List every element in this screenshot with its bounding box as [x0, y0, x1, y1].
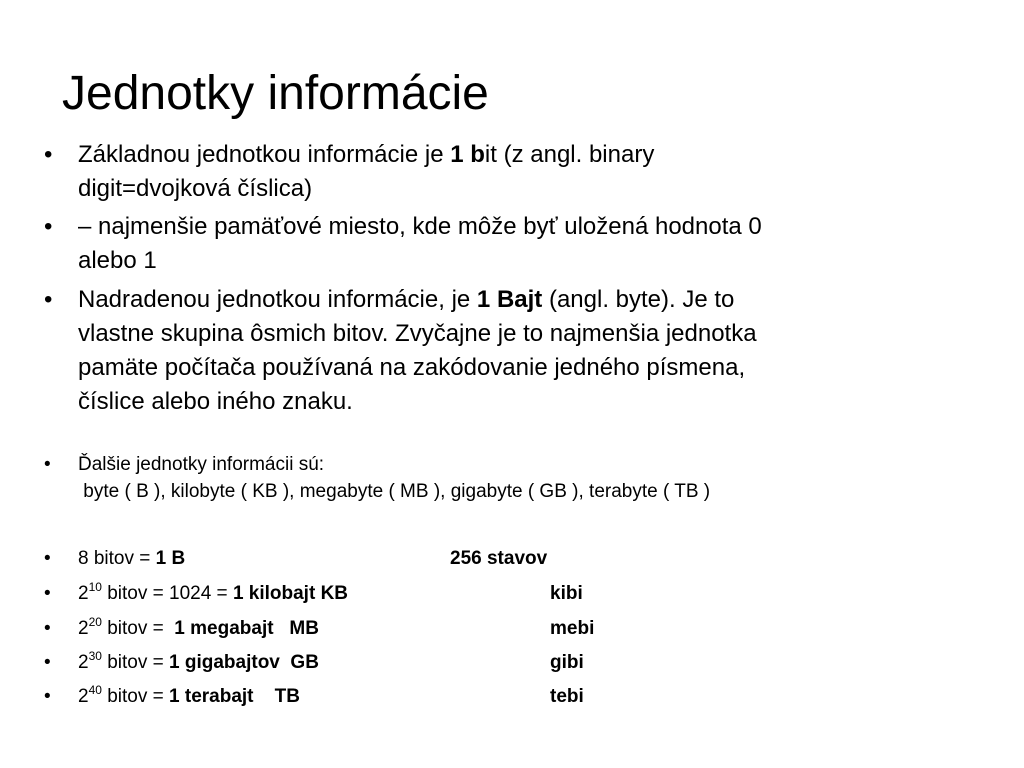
bullet-other-units [44, 451, 711, 505]
exponent: 40 [88, 682, 102, 697]
bullet-line: digit=dvojková číslica) [78, 175, 313, 202]
unit-row-kilobyte [44, 579, 583, 607]
text: Základnou jednotkou informácie je [78, 141, 451, 168]
bullet-line: Ďalšie jednotky informácii sú: [78, 454, 325, 475]
text: bitov = [101, 686, 170, 707]
text: bitov = 1024 = [101, 583, 233, 604]
bullet-icon: • [44, 548, 51, 569]
binary-prefix: mebi [550, 618, 595, 639]
binary-prefix: kibi [550, 583, 583, 604]
exponent: 30 [88, 648, 102, 663]
bold-text: 1 Bajt [476, 286, 543, 313]
text: (angl. byte). Je to [542, 286, 735, 313]
bullet-icon: • [44, 454, 51, 475]
exponent: 20 [88, 614, 102, 629]
bullet-bit-definition [44, 138, 655, 206]
bold-text: 1 terabajt TB [169, 686, 300, 707]
unit-row-byte [44, 545, 548, 572]
text: it (z angl. binary [484, 141, 655, 168]
bullet-line: číslice alebo iného znaku. [78, 388, 353, 415]
bullet-icon: • [44, 618, 51, 639]
bullet-icon: • [44, 286, 53, 313]
bold-text: 1 kilobajt KB [232, 583, 349, 604]
binary-prefix: tebi [550, 686, 584, 707]
bullet-smallest-memory [44, 210, 762, 278]
bullet-icon: • [44, 583, 51, 604]
bold-text: 1 b [450, 141, 485, 168]
state-count: 256 stavov [450, 548, 548, 569]
bullet-line: alebo 1 [78, 247, 157, 274]
bullet-line [78, 138, 654, 172]
text: 2 [78, 618, 89, 639]
bullet-line [78, 283, 757, 317]
bullet-line: – najmenšie pamäťové miesto, kde môže byť uložená hodnota 0 [78, 213, 762, 240]
bullet-icon: • [44, 686, 51, 707]
text: bitov = [101, 618, 175, 639]
text: 2 [78, 652, 89, 673]
text: 2 [78, 686, 89, 707]
bullet-icon: • [44, 652, 51, 673]
text: 8 bitov = [78, 548, 156, 569]
unit-row-megabyte [44, 614, 595, 642]
text: bitov = [101, 652, 170, 673]
bullet-line: byte ( B ), kilobyte ( KB ), megabyte ( MB ), gigabyte ( GB ), terabyte ( TB ) [78, 481, 711, 502]
exponent: 10 [88, 579, 102, 594]
bullet-line: pamäte počítača používaná na zakódovanie jedného písmena, [78, 354, 746, 381]
unit-row-terabyte [44, 682, 584, 710]
bullet-icon: • [44, 141, 53, 168]
text: Nadradenou jednotkou informácie, je [78, 286, 477, 313]
bullet-icon: • [44, 213, 53, 240]
bold-text: 1 megabajt MB [174, 618, 319, 639]
bullet-byte-definition [44, 283, 757, 419]
unit-row-gigabyte [44, 648, 584, 676]
text: 2 [78, 583, 89, 604]
binary-prefix: gibi [550, 652, 584, 673]
bullet-line: vlastne skupina ôsmich bitov. Zvyčajne je to najmenšia jednotka [78, 320, 757, 347]
slide-title: Jednotky informácie [62, 67, 489, 120]
bold-text: 1 B [155, 548, 186, 569]
bold-text: 1 gigabajtov GB [169, 652, 319, 673]
